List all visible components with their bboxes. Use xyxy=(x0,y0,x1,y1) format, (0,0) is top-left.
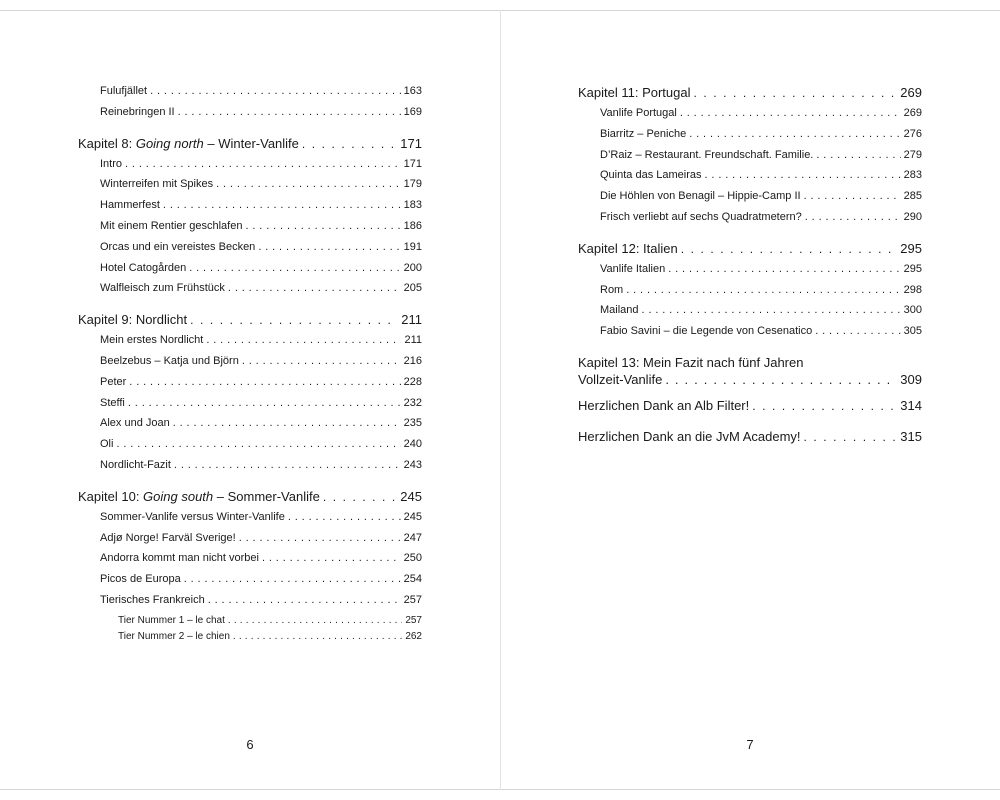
toc-entry-title: Steffi xyxy=(100,396,125,409)
toc-page-ref: 205 xyxy=(403,282,422,295)
toc-leader-dots xyxy=(288,511,401,523)
toc-entry-title: Vanlife Italien xyxy=(600,262,666,275)
toc-leader-dots xyxy=(208,594,401,606)
toc-leader-dots xyxy=(262,552,401,564)
toc-page-ref: 243 xyxy=(403,458,422,471)
toc-section-entry xyxy=(78,631,422,647)
toc-section-entry xyxy=(78,158,422,179)
toc-chapter-entry xyxy=(578,398,922,420)
page-number-left: 6 xyxy=(246,737,254,752)
toc-leader-dots xyxy=(233,631,402,642)
toc-entry-title xyxy=(578,241,678,256)
toc-leader-dots xyxy=(302,137,397,151)
toc-page-ref: 183 xyxy=(403,199,422,212)
toc-section-entry xyxy=(78,511,422,532)
toc-page-ref: 179 xyxy=(403,178,422,191)
toc-leader-dots xyxy=(642,304,901,316)
toc-leader-dots xyxy=(125,158,401,170)
toc-section-entry xyxy=(78,594,422,615)
toc-leader-dots xyxy=(189,262,400,274)
toc-leader-dots xyxy=(178,106,401,118)
toc-page-ref: 171 xyxy=(400,135,422,151)
toc-entry-title: Walfleisch zum Frühstück xyxy=(100,282,225,295)
toc-section-entry xyxy=(578,149,922,170)
toc-section-entry xyxy=(78,85,422,106)
toc-leader-dots xyxy=(804,430,898,444)
toc-entry-title: Hammerfest xyxy=(100,199,160,212)
toc-entry-title: Orcas und ein vereistes Becken xyxy=(100,240,256,253)
toc-title-text: – Sommer-Vanlife xyxy=(213,488,320,504)
toc-page-ref: 257 xyxy=(403,593,422,606)
toc-page-ref: 309 xyxy=(900,371,922,387)
toc-entry-title: Andorra kommt man nicht vorbei xyxy=(100,552,259,565)
toc-section-entry xyxy=(578,190,922,211)
toc-leader-dots xyxy=(150,85,401,97)
toc-entry-title xyxy=(578,429,801,444)
toc-leader-dots xyxy=(174,459,401,471)
toc-page-ref: 169 xyxy=(403,105,422,118)
toc-entry-title xyxy=(78,312,187,327)
toc-title-text: Kapitel 12: Italien xyxy=(578,240,678,256)
toc-page-ref: 315 xyxy=(900,428,922,444)
toc-entry-title: Biarritz – Peniche xyxy=(600,127,687,140)
toc-leader-dots xyxy=(206,334,401,346)
toc-title-italic: Going south xyxy=(143,488,214,504)
toc-entry-title: Vanlife Portugal xyxy=(600,107,677,119)
toc-leader-dots xyxy=(681,242,898,256)
toc-leader-dots xyxy=(228,615,402,626)
toc-leader-dots xyxy=(815,325,900,337)
toc-section-entry xyxy=(78,376,422,397)
toc-title-italic: Going north xyxy=(135,135,204,151)
toc-section-entry xyxy=(78,334,422,355)
toc-entry-title: Mailand xyxy=(600,304,639,317)
toc-section-entry xyxy=(78,106,422,127)
toc-section-entry xyxy=(578,211,922,232)
toc-page-ref: 232 xyxy=(403,396,422,409)
toc-section-entry xyxy=(78,552,422,573)
toc-page-ref: 257 xyxy=(405,614,422,626)
toc-section-entry xyxy=(78,282,422,303)
toc-page-ref: 245 xyxy=(403,510,422,523)
toc-section-entry xyxy=(78,615,422,631)
toc-chapter-entry xyxy=(578,429,922,451)
toc-page-ref: 295 xyxy=(903,262,922,275)
toc-entry-title: Reinebringen II xyxy=(100,105,175,118)
toc-entry-title: Beelzebus – Katja und Björn xyxy=(100,354,239,367)
toc-entry-title: Tier Nummer 2 – le chien xyxy=(118,630,230,642)
toc-leader-dots xyxy=(163,199,401,211)
toc-page-ref: 314 xyxy=(900,397,922,413)
toc-entry-title: Winterreifen mit Spikes xyxy=(100,178,214,191)
toc-entry-title: Frisch verliebt auf sechs Quadratmetern? xyxy=(600,210,802,223)
toc-title-text: – Winter-Vanlife xyxy=(203,135,299,151)
toc-page-ref: 290 xyxy=(903,210,922,223)
toc-leader-dots xyxy=(184,573,401,585)
toc-entry-title: D’Raiz – Restaurant. Freundschaft. Familie. xyxy=(600,148,814,161)
toc-chapter-entry xyxy=(78,136,422,158)
toc-section-entry xyxy=(78,262,422,283)
toc-section-entry xyxy=(578,284,922,305)
toc-page-ref: 269 xyxy=(900,85,922,100)
toc-entry-title xyxy=(578,398,749,413)
toc-page-ref: 279 xyxy=(903,148,922,161)
toc-page-ref: 235 xyxy=(403,417,422,430)
toc-chapter-entry xyxy=(578,241,922,263)
toc-leader-dots xyxy=(705,169,901,181)
toc-leader-dots xyxy=(228,282,401,294)
toc-entry-title: Die Höhlen von Benagil – Hippie-Camp II xyxy=(600,190,801,203)
toc-left xyxy=(78,85,422,647)
toc-section-entry xyxy=(78,459,422,480)
toc-chapter-entry xyxy=(78,489,422,511)
toc-title-text: Kapitel 11: Portugal xyxy=(578,85,691,100)
toc-leader-dots xyxy=(816,149,900,161)
toc-leader-dots xyxy=(668,263,900,275)
toc-section-entry xyxy=(578,169,922,190)
toc-chapter-entry xyxy=(578,355,922,389)
toc-page-ref: 300 xyxy=(903,304,922,317)
toc-title-text: Kapitel 8: xyxy=(78,135,136,151)
toc-leader-dots xyxy=(190,313,398,327)
toc-entry-title: Nordlicht-Fazit xyxy=(100,458,171,471)
toc-entry-title: Mein erstes Nordlicht xyxy=(100,334,204,347)
toc-leader-dots xyxy=(689,128,900,140)
toc-leader-dots xyxy=(680,107,901,119)
toc-title-text: Kapitel 9: Nordlicht xyxy=(78,312,188,328)
toc-page-ref: 211 xyxy=(404,334,422,347)
toc-entry-title: Oli xyxy=(100,438,114,451)
toc-page-ref: 245 xyxy=(400,488,422,504)
toc-leader-dots xyxy=(242,355,401,367)
toc-title-text: Herzlichen Dank an die JvM Academy! xyxy=(578,428,801,444)
toc-page-ref: 254 xyxy=(403,573,422,586)
toc-leader-dots xyxy=(173,417,401,429)
toc-page-ref: 163 xyxy=(403,85,422,97)
toc-entry-title: Tier Nummer 1 – le chat xyxy=(118,614,225,626)
toc-entry-title xyxy=(78,489,320,504)
toc-section-entry xyxy=(78,438,422,459)
toc-chapter-entry xyxy=(78,312,422,334)
toc-leader-dots xyxy=(239,532,401,544)
toc-page-ref: 191 xyxy=(403,240,422,253)
toc-page-ref: 285 xyxy=(903,190,922,203)
toc-entry-title: Quinta das Lameiras xyxy=(600,169,702,182)
toc-leader-dots xyxy=(116,438,400,450)
toc-leader-dots xyxy=(694,86,898,100)
toc-page-ref: 171 xyxy=(403,157,422,170)
toc-entry-title: Peter xyxy=(100,375,127,388)
toc-page-ref: 200 xyxy=(403,261,422,274)
toc-leader-dots xyxy=(323,490,397,504)
toc-chapter-entry xyxy=(578,85,922,107)
toc-entry-title: Mit einem Rentier geschlafen xyxy=(100,219,243,232)
toc-section-entry xyxy=(578,263,922,284)
toc-page-ref: 211 xyxy=(401,312,422,328)
toc-entry-title: Fabio Savini – die Legende von Cesenatico xyxy=(600,325,813,338)
toc-leader-dots xyxy=(805,211,901,223)
toc-entry-title: Sommer-Vanlife versus Winter-Vanlife xyxy=(100,510,285,523)
toc-section-entry xyxy=(78,355,422,376)
toc-section-entry xyxy=(78,178,422,199)
toc-entry-title: Alex und Joan xyxy=(100,417,170,430)
toc-entry-title: Picos de Europa xyxy=(100,573,181,586)
toc-chapter-row xyxy=(578,372,922,389)
toc-page-ref: 216 xyxy=(403,354,422,367)
toc-section-entry xyxy=(78,397,422,418)
toc-page-ref: 240 xyxy=(403,438,422,451)
toc-entry-title: Adjø Norge! Farväl Sverige! xyxy=(100,531,236,544)
toc-section-entry xyxy=(78,199,422,220)
toc-section-entry xyxy=(78,417,422,438)
toc-page-ref: 262 xyxy=(405,630,422,642)
toc-right xyxy=(578,85,922,451)
toc-section-entry xyxy=(578,325,922,346)
toc-chapter-title-line: Vollzeit-Vanlife xyxy=(578,371,663,387)
toc-entry-title: Fulufjället xyxy=(100,85,148,97)
toc-page-ref: 269 xyxy=(903,107,922,119)
toc-leader-dots xyxy=(665,372,897,387)
toc-section-entry xyxy=(578,304,922,325)
toc-section-entry xyxy=(78,241,422,262)
toc-page-ref: 247 xyxy=(403,531,422,544)
page-gutter xyxy=(500,10,501,790)
toc-section-entry xyxy=(78,573,422,594)
right-page xyxy=(500,11,1000,791)
toc-leader-dots xyxy=(626,284,900,296)
toc-page-ref: 283 xyxy=(903,169,922,182)
toc-leader-dots xyxy=(128,397,401,409)
toc-page-ref: 186 xyxy=(403,219,422,232)
toc-entry-title xyxy=(78,136,299,151)
toc-leader-dots xyxy=(129,376,400,388)
toc-page-ref: 250 xyxy=(403,552,422,565)
toc-entry-title: Tierisches Frankreich xyxy=(100,593,205,606)
toc-entry-title: Intro xyxy=(100,157,123,170)
toc-page-ref: 305 xyxy=(903,325,922,338)
toc-leader-dots xyxy=(245,220,400,232)
toc-page-ref: 295 xyxy=(900,240,922,256)
toc-title-text: Herzlichen Dank an Alb Filter! xyxy=(578,397,750,413)
toc-entry-title: Hotel Catogården xyxy=(100,261,187,274)
toc-page-ref: 228 xyxy=(403,375,422,388)
toc-page-ref: 298 xyxy=(903,283,922,296)
toc-page-ref: 276 xyxy=(903,127,922,140)
toc-title-text: Kapitel 10: xyxy=(78,488,144,504)
toc-section-entry xyxy=(78,220,422,241)
toc-leader-dots xyxy=(216,178,401,190)
toc-section-entry xyxy=(578,107,922,128)
toc-entry-title: Rom xyxy=(600,283,624,296)
toc-leader-dots xyxy=(804,190,901,202)
toc-chapter-title-line: Kapitel 13: Mein Fazit nach fünf Jahren xyxy=(578,354,804,370)
toc-section-entry xyxy=(578,128,922,149)
left-page xyxy=(0,11,500,791)
page-number-right: 7 xyxy=(746,737,754,752)
toc-section-entry xyxy=(78,532,422,553)
toc-leader-dots xyxy=(752,399,897,413)
toc-leader-dots xyxy=(258,241,400,253)
toc-entry-title xyxy=(578,85,691,100)
